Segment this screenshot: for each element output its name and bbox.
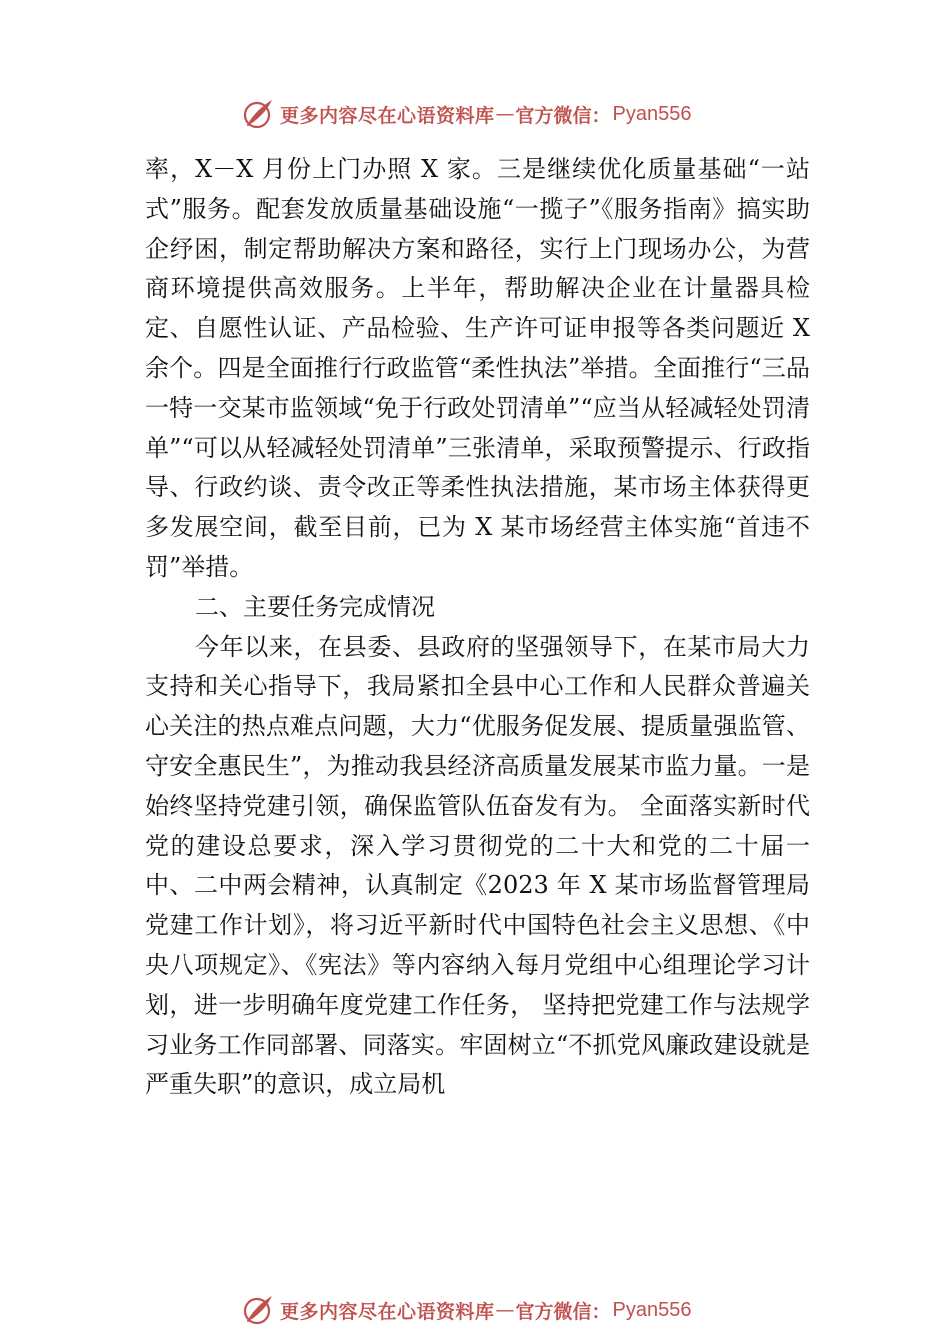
quill-logo-icon — [240, 1292, 276, 1328]
footer-watermark — [240, 1290, 692, 1330]
header-watermark — [240, 94, 692, 134]
watermark-text: 更多内容尽在心语资料库 — [280, 1300, 495, 1323]
document-body — [145, 150, 810, 1105]
watermark-label: 官方微信： — [515, 104, 611, 127]
paragraph-main-tasks: 今年以来，在县委、县政府的坚强领导下，在某市局大力支持和关心指导下，我局紧扣全县中心工作和人民群众普遍关心关注的热点难点问题，大力“优服务促发展、提质量强监管、守安全惠民生”，为推动我县经济高质量发展某市监力量。一是始终坚持党建引领，确保监管队伍奋发有为。 全面落实新时代党的建设总要求，深入学习贯彻党的二十大和党的二十届一中、二中两会精神，认真制定《2023 年 X 某市场监督管理局党建工作计划》，将习近平新时代中国特色社会主义思想、《中央八项规定》、《宪法》等内容纳入每月党组中心组理论学习计划，进一步明确年度党建工作任务， 坚持把党建工作与法规学习业务工作同部署、同落实。牢固树立“不抓党风廉政建设就是严重失职”的意识，成立局机 — [145, 632, 810, 1099]
watermark-text: 更多内容尽在心语资料库 — [280, 104, 495, 127]
watermark-dash: — — [495, 103, 515, 125]
watermark-dash: — — [495, 1299, 515, 1321]
watermark-id: Pyan556 — [612, 1298, 692, 1321]
watermark-label: 官方微信： — [515, 1300, 611, 1323]
watermark-id: Pyan556 — [612, 102, 692, 125]
section-heading: 二、主要任务完成情况 — [195, 592, 435, 621]
quill-logo-icon — [240, 96, 276, 132]
paragraph-continuation: 率，X－X 月份上门办照 X 家。三是继续优化质量基础“一站式”服务。配套发放质量基础设施“一揽子”《服务指南》搞实助企纾困，制定帮助解决方案和路径，实行上门现场办公，为营商环境提供高效服务。上半年，帮助解决企业在计量器具检定、自愿性认证、产品检验、生产许可证申报等各类问题近 X 余个。四是全面推行行政监管“柔性执法”举措。全面推行“三品一特一交某市监领域“免于行政处罚清单”“应当从轻减轻处罚清单”“可以从轻减轻处罚清单”三张清单，采取预警提示、行政指导、行政约谈、责令改正等柔性执法措施，某市场主体获得更多发展空间，截至目前，已为 X 某市场经营主体实施“首违不罚”举措。 — [145, 155, 810, 581]
